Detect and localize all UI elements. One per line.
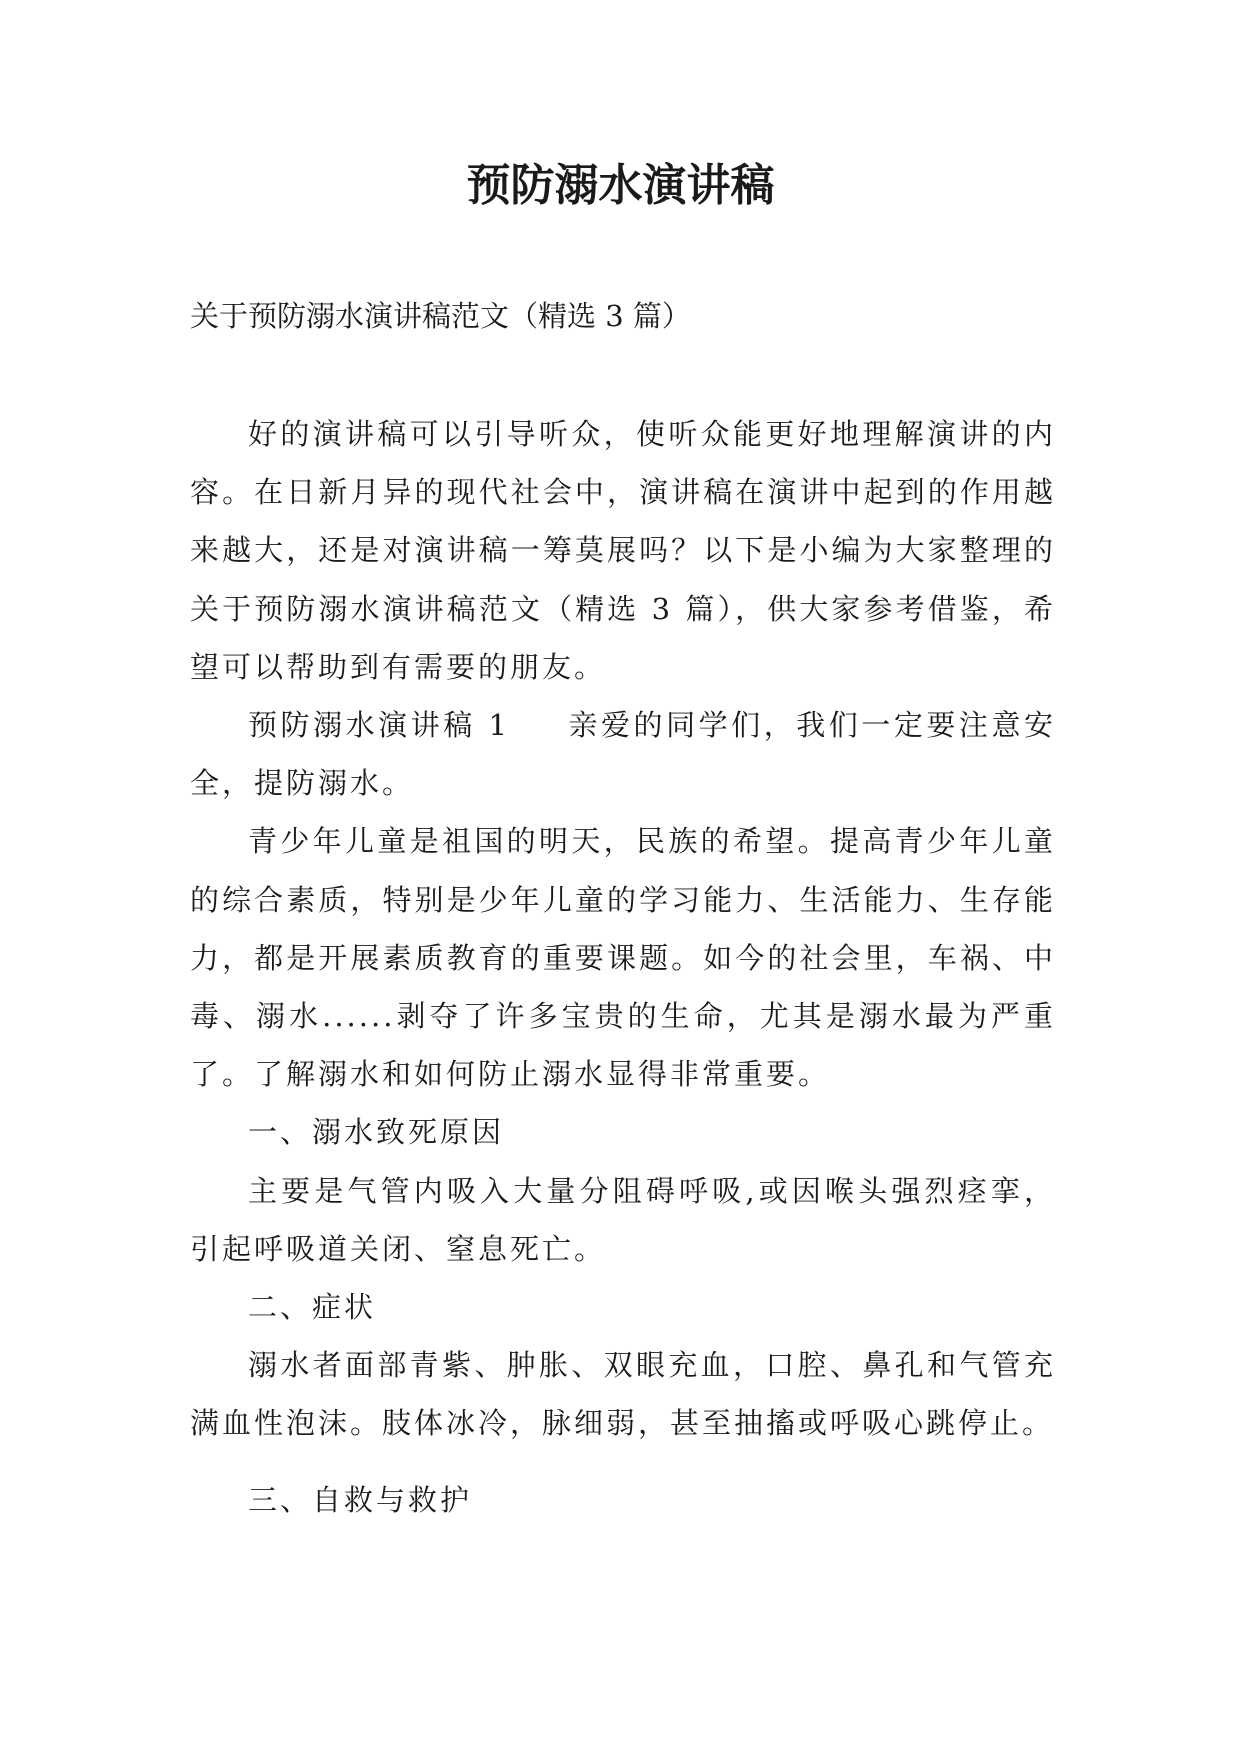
document-title: 预防溺水演讲稿: [466, 160, 775, 211]
body-paragraph: 主要是气管内吸入大量分阻碍呼吸,或因喉头强烈痉挛，引起呼吸道关闭、窒息死亡。: [190, 1173, 1056, 1266]
intro-paragraph: 好的演讲稿可以引导听众，使听众能更好地理解演讲的内容。在日新月异的现代社会中，演讲稿在演讲中起到的作用越来越大，还是对演讲稿一筹莫展吗？以下是小编为大家整理的关于预防溺水演讲稿范文（精选 3 篇），供大家参考借鉴，希望可以帮助到有需要的朋友。: [190, 417, 1056, 684]
document-subtitle: 关于预防溺水演讲稿范文（精选 3 篇）: [190, 299, 691, 333]
section-heading: 三、自救与救护: [248, 1482, 473, 1517]
document-body: [190, 405, 1056, 1529]
speech-1-heading: 预防溺水演讲稿 1: [248, 708, 510, 743]
body-paragraph: 溺水者面部青紫、肿胀、双眼充血，口腔、鼻孔和气管充满血性泡沫。肢体冰冷，脉细弱，甚至抽搐或呼吸心跳停止。: [190, 1348, 1056, 1441]
speech-1-opening: 亲爱的同学们，我们一定要注意安全，提防溺水。: [190, 708, 1056, 801]
section-heading: 一、溺水致死原因: [248, 1115, 505, 1150]
body-paragraph: 青少年儿童是祖国的明天，民族的希望。提高青少年儿童的综合素质，特别是少年儿童的学习能力、生活能力、生存能力，都是开展素质教育的重要课题。如今的社会里，车祸、中毒、溺水......剥夺了许多宝贵的生命，尤其是溺水最为严重了。了解溺水和如何防止溺水显得非常重要。: [190, 824, 1056, 1092]
section-heading: 二、症状: [248, 1290, 377, 1325]
speech-1-opening-paragraph: [190, 696, 1056, 812]
